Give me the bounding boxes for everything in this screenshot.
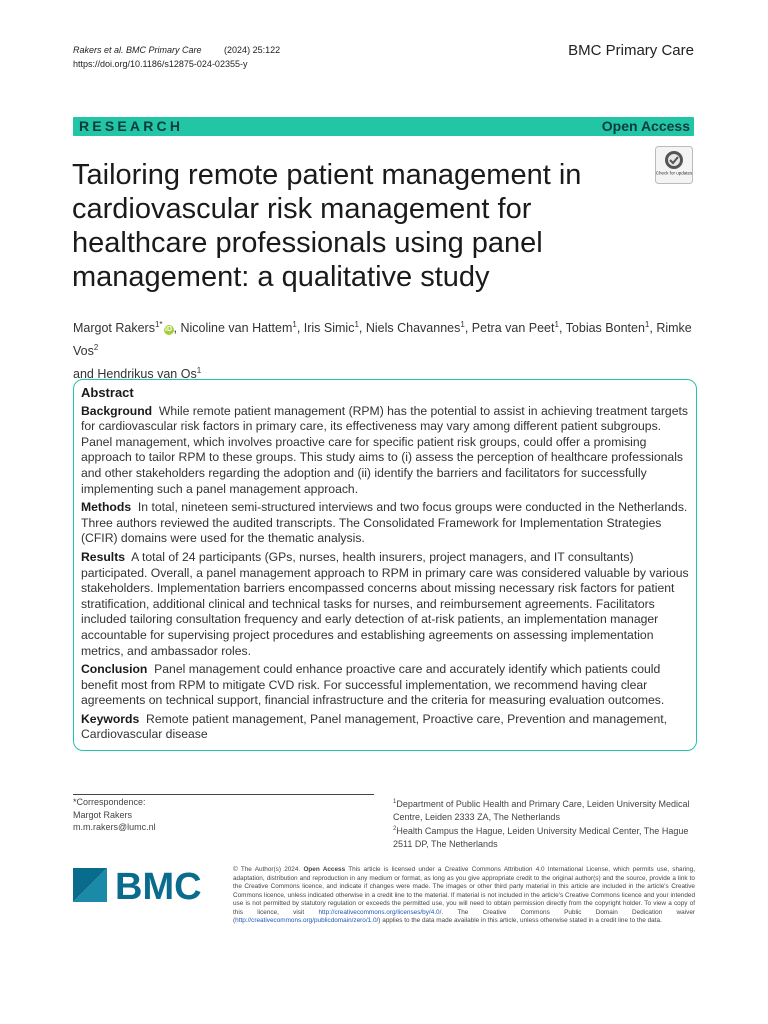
affiliation-sup: 2 [393,826,397,832]
author-affiliation-sup: 1* [154,320,163,329]
author[interactable]: Petra van Peet [471,321,555,336]
cc-zero-link[interactable]: http://creativecommons.org/publicdomain/zero/1.0/ [235,917,379,924]
section-label: Results [81,549,126,564]
footnote-divider [73,794,374,795]
author-affiliation-sup: 1 [354,320,359,329]
author-list: Margot Rakers$^{1*}$iD , Nicoline van Hattem$^1$, Iris Simic$^1$, Niels Chavannes$^1$, Petra van Peet$^1$, Tobias Bonten$^1$, Rimke Vos$^2$ and Hendrikus van Os$^1$ [73,320,692,382]
section-text: Remote patient management, Panel management, Proactive care, Prevention and management, Cardiovascular disease [81,711,668,742]
author[interactable]: Margot Rakers [73,321,155,336]
author-citation: Rakers et al. BMC Primary Care [73,45,202,55]
author[interactable]: Hendrikus van Os [97,367,197,382]
section-text: While remote patient management (RPM) has the potential to assist in achieving treatment targets for cardiovascular risk factors in primary care, its effectiveness may vary among different patient subgroups. Panel management, which involves proactive care for specific patient risk groups, could offer a promising approach to tailor RPM to these groups. This study aims to (i) assess the perception of healthcare professionals and other stakeholders regarding the adoption and (ii) identify the barriers and facilitators for successfully implementing such a panel management approach. [81,403,688,496]
author-affiliation-sup: 1 [644,320,650,329]
author-affiliation-sup: 2 [93,343,99,353]
author-affiliation-sup: 1 [196,366,202,376]
correspondence-name: Margot Rakers [73,809,133,820]
research-banner [73,117,694,136]
correspondence [73,796,156,834]
license-open-access: Open Access [303,866,346,873]
section-label: Conclusion [81,662,148,677]
doi-link[interactable]: https://doi.org/10.1186/s12875-024-02355-y [73,59,248,69]
affiliation-text: Health Campus the Hague, Leiden University Medical Center, The Hague 2511 DP, The Netherlands [393,826,689,849]
article-type-label: RESEARCH [79,118,184,134]
section-label: Methods [81,500,132,515]
author[interactable]: Tobias Bonten [565,321,645,336]
bmc-logo [73,866,214,904]
section-text: In total, nineteen semi-structured interviews and two focus groups were conducted in the Netherlands. Three authors reviewed the audited transcripts. The Consolidated Framework for Implementation Strategies (CFIR) domains were used for the thematic analysis. [81,500,688,546]
author-affiliation-sup: 1 [554,320,559,329]
open-access-label: Open Access [601,118,690,134]
author[interactable]: Niels Chavannes [365,321,461,336]
abstract-section-keywords [81,712,689,743]
license-lead: © The Author(s) 2024. [233,866,301,873]
abstract-heading: Abstract [81,385,134,400]
license-body-2: . The Creative Commons Public Domain Dedication waiver ( [233,908,696,924]
section-text: A total of 24 participants (GPs, nurses, health insurers, project managers, and IT consultants) participated. Overall, a panel management approach to RPM in primary care was considered valuable by various stakeholders. Implementation barriers encompassed concerns about missing necessary risk factors for patient stratification, additional clinical and technical tasks for nurses, and reimbursement agreements. Facilitators included tailoring consultation frequency and early detection of at-risk patients, an implementation manager accountable for supervising project procedures and establishing agreements on assessing implementation metrics, and ambassador roles. [81,549,689,658]
license-text [233,866,695,926]
journal-name: BMC Primary Care [568,42,694,59]
year-volume: (2024) 25:122 [224,45,281,55]
affiliations [393,796,693,850]
author-affiliation-sup: 1 [292,320,297,329]
section-text: Panel management could enhance proactive care and accurately identify which patients could benefit most from RPM to mitigate CVD risk. For successful implementation, we recommend having clear agreements on technical support, financial infrastructure and the criteria for measuring evaluation outcomes. [81,662,665,708]
abstract-box [73,379,697,751]
author-affiliation-sup: 1 [460,320,465,329]
affiliation-sup: 1 [393,799,397,805]
correspondence-label: *Correspondence: [73,797,146,807]
article-title: Tailoring remote patient management in cardiovascular risk management for healthcare professionals using panel management: a qualitative study [72,159,582,293]
author[interactable]: Rimke Vos [73,321,692,359]
license-body: This article is licensed under a Creative Commons Attribution 4.0 International License, which permits use, sharing, adaptation, distribution and reproduction in any medium or format, as long as you give appropriate credit to the original author(s) and the source, provide a link to the Creative Commons licence, and indicate if changes were made. The images or other third party material in this article are included in the article's Creative Commons licence, unless indicated otherwise in a credit line to the material. If material is not included in the article's Creative Commons licence and your intended use is not permitted by statutory regulation or exceeds the permitted use, you will need to obtain permission directly from the copyright holder. To view a copy of this licence, visit [233,866,695,916]
affiliation [393,796,693,823]
check-updates-label: Check for updates [655,170,693,176]
section-label: Keywords [81,711,140,726]
abstract-section-background [81,404,689,498]
affiliation-text: Department of Public Health and Primary Care, Leiden University Medical Centre, Leiden 2333 ZA, The Netherlands [393,799,690,822]
license-body-3: ) applies to the data made available in this article, unless otherwise stated in a credit line to the data. [378,917,662,924]
author[interactable]: Iris Simic [303,321,355,336]
cc-by-link[interactable]: http://creativecommons.org/licenses/by/4.0/ [318,908,442,916]
citation-meta [73,43,280,71]
check-for-updates-icon[interactable] [655,146,693,184]
abstract-section-results [81,550,689,659]
section-label: Background [81,403,153,418]
correspondence-email[interactable]: m.m.rakers@lumc.nl [73,822,156,832]
affiliation [393,823,693,850]
abstract-section-conclusion [81,662,689,709]
author[interactable]: Nicoline van Hattem [180,321,293,336]
abstract-section-methods [81,500,689,547]
orcid-icon[interactable]: iD [165,326,173,334]
bmc-logo-text: BMC [115,866,202,904]
